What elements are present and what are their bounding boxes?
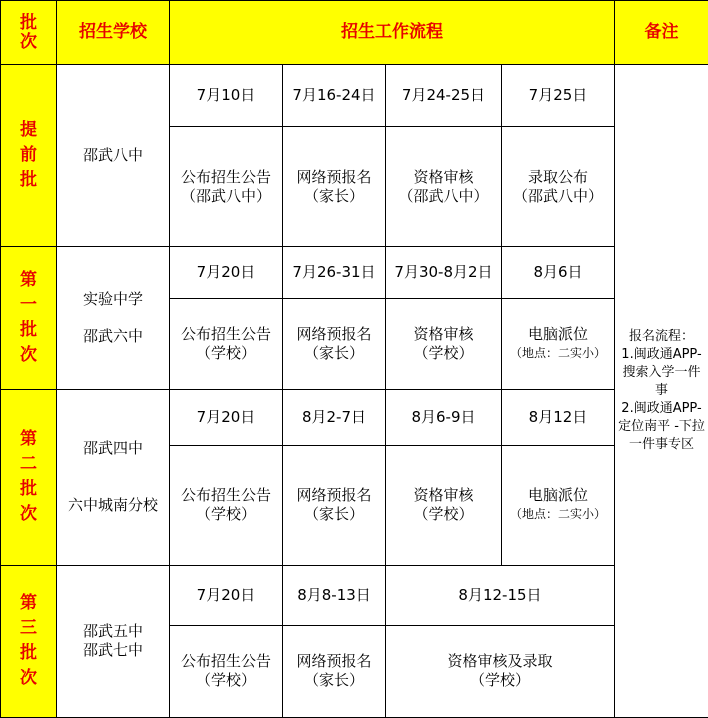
school-name: 邵武五中	[82, 622, 143, 641]
batch-label: 提前批	[1, 65, 57, 247]
step-cell: 公布招生公告 （学校）	[170, 625, 283, 717]
header-school: 招生学校	[57, 1, 170, 65]
date-cell: 8月8-13日	[283, 565, 386, 625]
step-cell: 录取公布 （邵武八中）	[502, 127, 615, 247]
date-cell: 7月24-25日	[386, 65, 502, 127]
school-cell	[57, 565, 170, 717]
step-cell: 网络预报名 （家长）	[283, 625, 386, 717]
batch-label: 第一批次	[1, 247, 57, 389]
step-cell: 网络预报名 （家长）	[283, 127, 386, 247]
school-name: 邵武八中	[82, 146, 143, 165]
school-cell	[57, 65, 170, 247]
date-cell: 7月20日	[170, 247, 283, 299]
date-cell: 8月12-15日	[386, 565, 615, 625]
header-note: 备注	[615, 1, 708, 65]
batch-label: 第二批次	[1, 389, 57, 565]
step-cell: 网络预报名 （家长）	[283, 299, 386, 389]
step-cell: 电脑派位 （地点：二实小）	[502, 445, 615, 565]
date-cell: 7月10日	[170, 65, 283, 127]
step-cell: 公布招生公告 （学校）	[170, 299, 283, 389]
step-cell: 资格审核及录取 （学校）	[386, 625, 615, 717]
step-cell: 电脑派位 （地点：二实小）	[502, 299, 615, 389]
step-cell: 资格审核 （邵武八中）	[386, 127, 502, 247]
school-cell	[57, 247, 170, 389]
step-cell: 资格审核 （学校）	[386, 299, 502, 389]
header-process: 招生工作流程	[170, 1, 615, 65]
step-cell: 网络预报名 （家长）	[283, 445, 386, 565]
note-cell	[615, 65, 708, 718]
batch-label: 第三批次	[1, 565, 57, 717]
school-name: 六中城南分校	[67, 496, 158, 515]
header-batch: 批次	[1, 1, 57, 65]
date-cell: 8月2-7日	[283, 389, 386, 445]
school-name: 邵武六中	[82, 326, 143, 345]
note-line: 2.闽政通APP-定位南平 -下拉一件事专区	[618, 401, 705, 453]
note-line: 1.闽政通APP-搜索入学一件事	[621, 347, 702, 399]
step-cell: 资格审核 （学校）	[386, 445, 502, 565]
date-cell: 7月20日	[170, 389, 283, 445]
school-cell	[57, 389, 170, 565]
step-cell: 公布招生公告 （邵武八中）	[170, 127, 283, 247]
date-cell: 8月6-9日	[386, 389, 502, 445]
date-cell: 8月6日	[502, 247, 615, 299]
school-name: 邵武四中	[82, 439, 143, 458]
date-cell: 7月20日	[170, 565, 283, 625]
school-name: 实验中学	[82, 289, 143, 308]
date-cell: 7月26-31日	[283, 247, 386, 299]
step-cell: 公布招生公告 （学校）	[170, 445, 283, 565]
note-title: 报名流程：	[628, 329, 694, 345]
school-name: 邵武七中	[82, 641, 143, 660]
date-cell: 7月30-8月2日	[386, 247, 502, 299]
date-cell: 8月12日	[502, 389, 615, 445]
date-cell: 7月25日	[502, 65, 615, 127]
date-cell: 7月16-24日	[283, 65, 386, 127]
